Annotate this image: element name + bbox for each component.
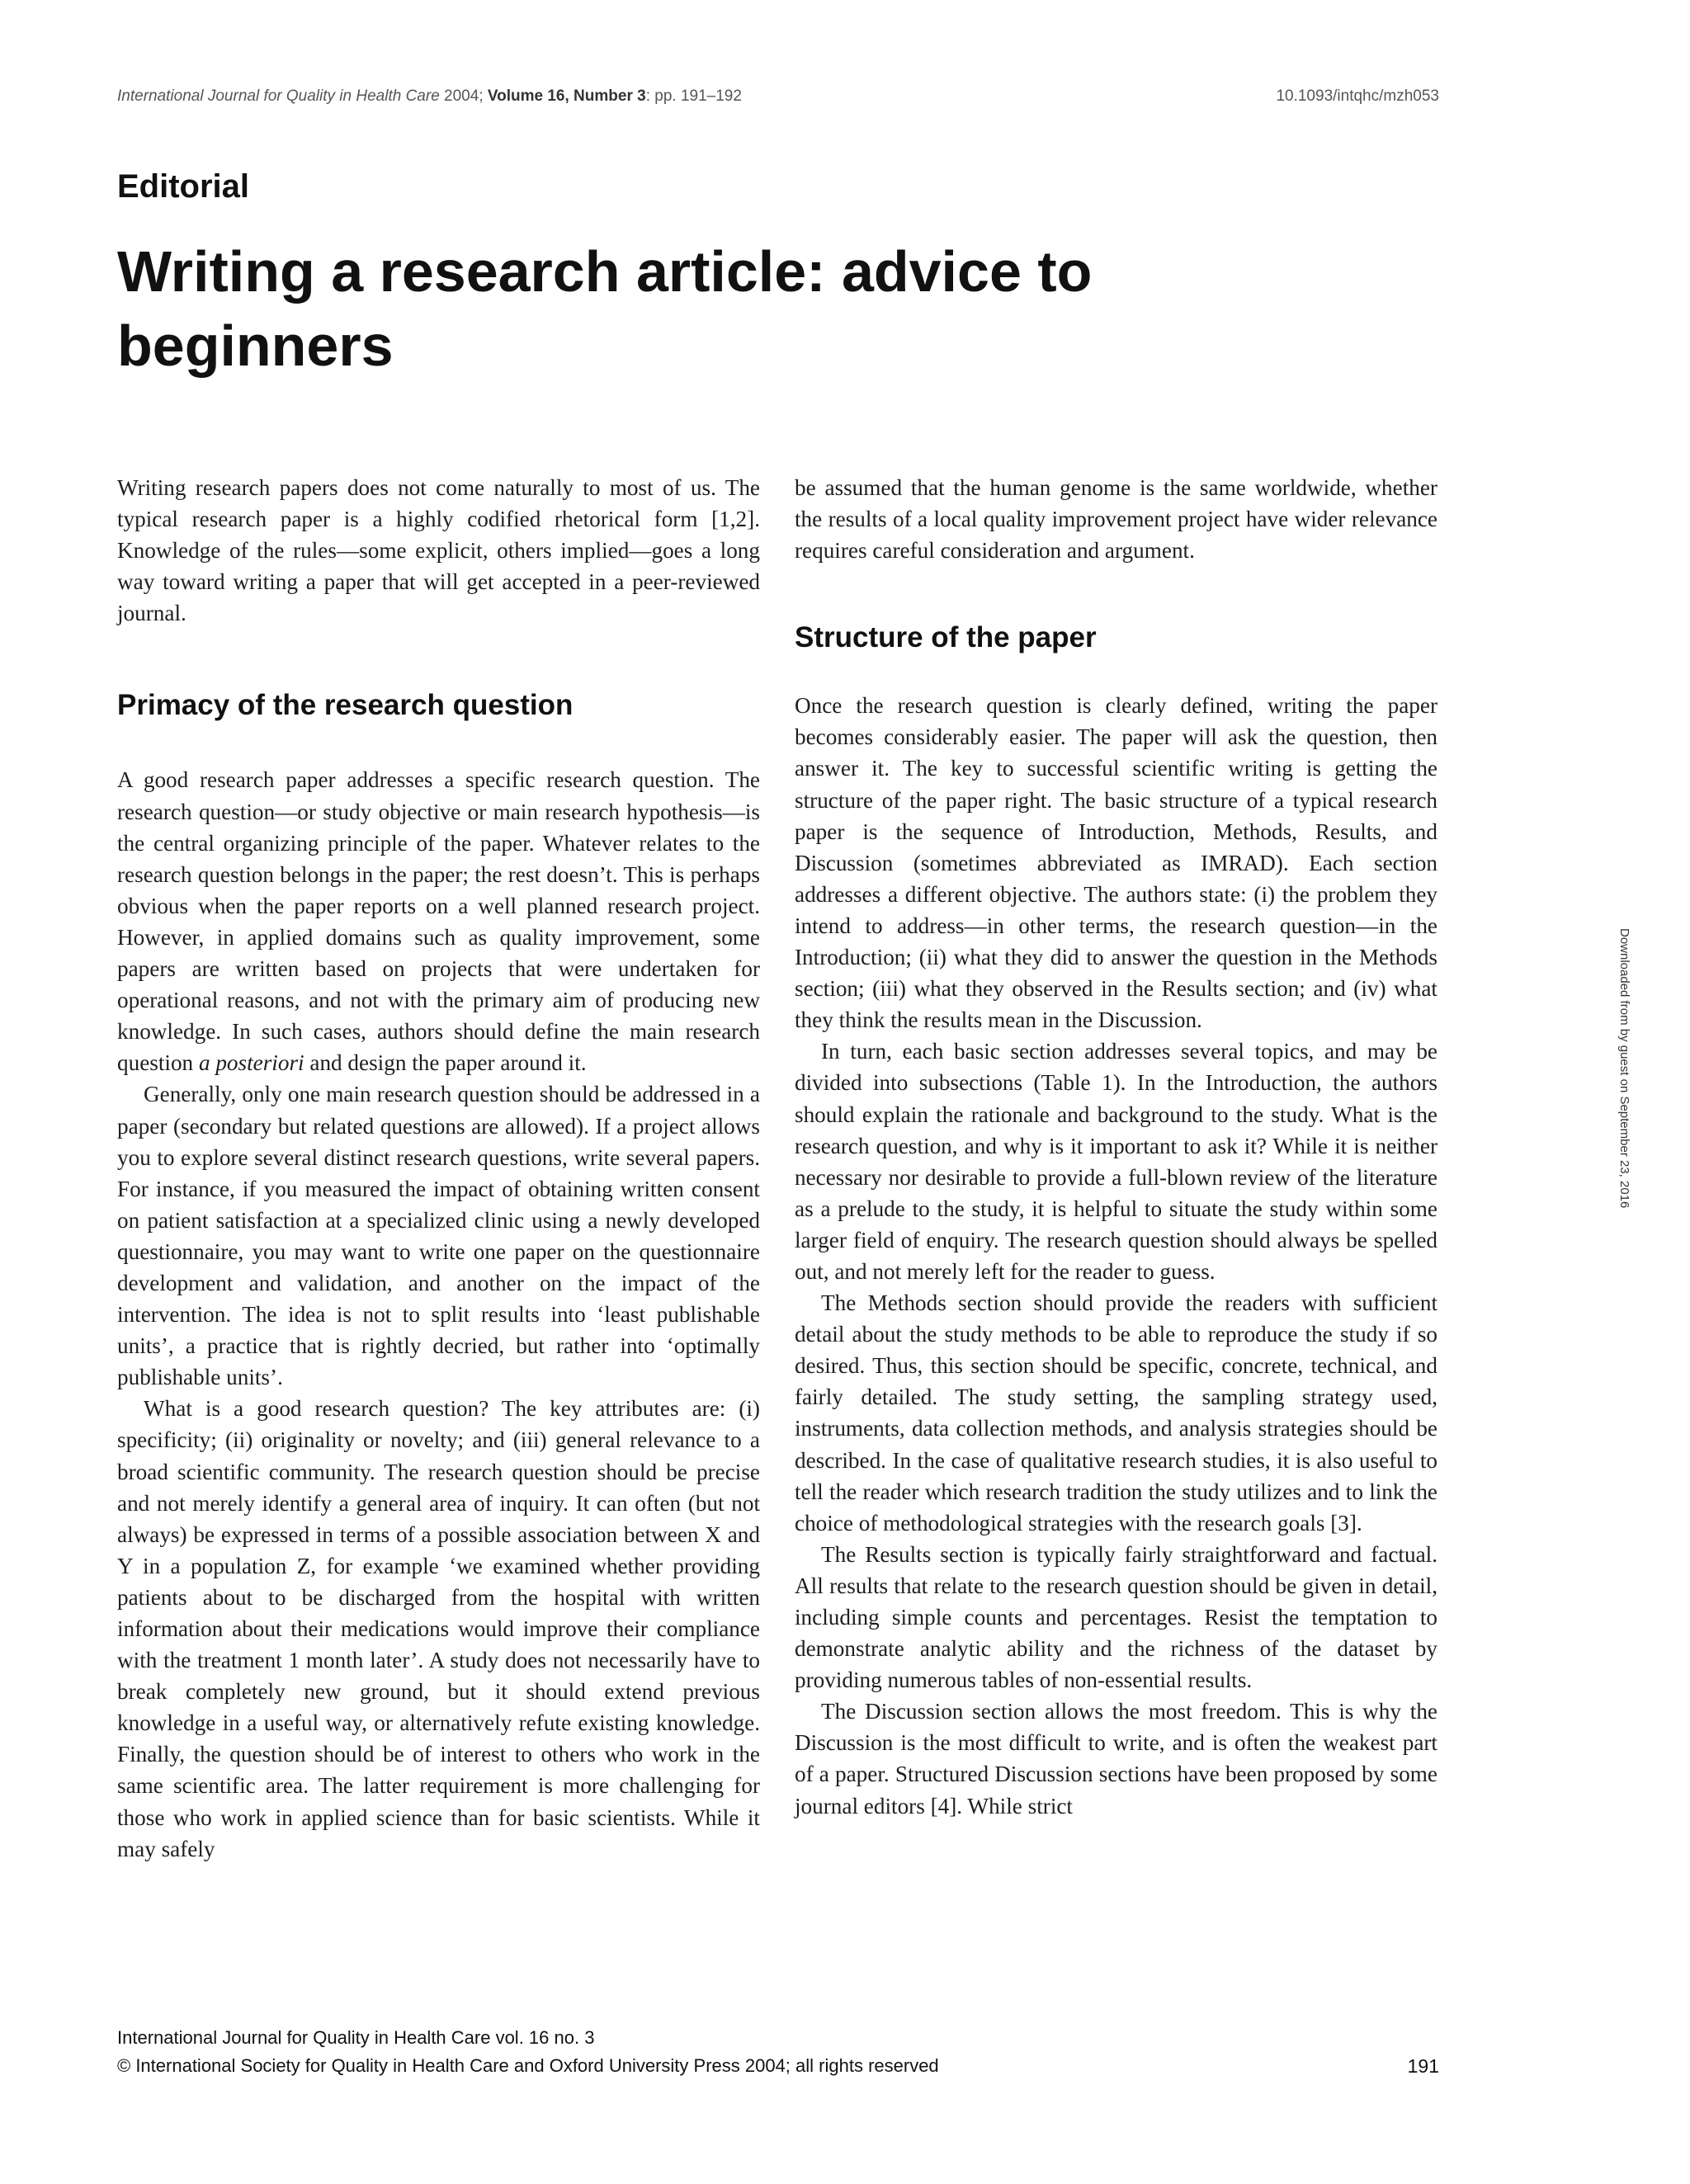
body-paragraph: What is a good research question? The key attributes are: (i) specificity; (ii) originality or novelty; and (iii) general relevance to a broad scientific community. The research question should be precise and not merely identify a general area of inquiry. It can often (but not always) be expressed in terms of a possible association between X and Y in a population Z, for example ‘we examined whether providing patients about to be discharged from the hospital with written information about their medications would improve their compliance with the treatment 1 month later’. A study does not necessarily have to break completely new ground, but it should extend previous knowledge in a useful way, or alternatively refute existing knowledge. Finally, the question should be of interest to others who work in the same scientific area. The latter requirement is more challenging for those who work in applied science than for basic scientists. While it may safely [117,1396,760,1861]
body-paragraph: The Methods section should provide the readers with sufficient detail about the study methods to be able to reproduce the study if so desired. Thus, this section should be specific, concrete, technical, and fairly detailed. The study setting, the sampling strategy used, instruments, data collection methods, and analysis strategies should be described. In the case of qualitative research studies, it is also useful to tell the reader which research tradition the study utilizes and to link the choice of methodological strategies with the research goals [3]. [795,1290,1437,1535]
journal-name: International Journal for Quality in Health Care [117,87,440,105]
page-footer [117,2024,1439,2080]
paragraph-text: A good research paper addresses a specific research question. The research question—or study objective or main research hypothesis—is the central organizing principle of the paper. Whatever relates to the research question belongs in the paper; the rest doesn’t. This is perhaps obvious when the paper reports on a well planned research project. However, in applied domains such as quality improvement, some papers are written based on projects that were undertaken for operational reasons, and not with the primary aim of producing new knowledge. In such cases, authors should define the main research question [117,767,760,1076]
body-paragraph: Generally, only one main research question should be addressed in a paper (secondary but related questions are allowed). If a project allows you to explore several distinct research questions, write several papers. For instance, if you measured the impact of obtaining written consent on patient satisfaction at a specialized clinic using a newly developed questionnaire, you may want to write one paper on the questionnaire development and validation, and another on the impact of the intervention. The idea is not to split results into ‘least publishable units’, a practice that is rightly decried, but rather into ‘optimally publishable units’. [117,1082,760,1390]
volume-issue: Volume 16, Number 3 [487,87,646,105]
page-number: 191 [1407,2055,1439,2077]
footer-copyright: © International Society for Quality in Health Care and Oxford University Press 2004; all rights reserved [117,2055,939,2076]
section-heading-primacy: Primacy of the research question [117,689,574,722]
citation-line [117,87,742,106]
running-head [117,87,1439,116]
paragraph-text: and design the paper around it. [304,1050,587,1076]
section-label: Editorial [117,168,250,205]
footer-journal: International Journal for Quality in Health Care vol. 16 no. 3 [117,2027,595,2048]
body-paragraph [117,764,760,1078]
continuation-paragraph: be assumed that the human genome is the same worldwide, whether the results of a local quality improvement project have wider relevance requires careful consideration and argument. [795,475,1437,564]
body-paragraph: The Discussion section allows the most freedom. This is why the Discussion is the most difficult to write, and is often the weakest part of a paper. Structured Discussion sections have been proposed by some journal editors [4]. While strict [795,1699,1437,1818]
intro-paragraph: Writing research papers does not come naturally to most of us. The typical research paper is a highly codified rhetorical form [1,2]. Knowledge of the rules—some explicit, others implied—goes a long way toward writing a paper that will get accepted in a peer-reviewed journal. [117,475,760,626]
download-note-text: Downloaded from by guest on September 23, 2016 [1617,928,1631,1209]
right-column [795,472,1437,1822]
section-heading-structure: Structure of the paper [795,621,1097,654]
doi: 10.1093/intqhc/mzh053 [1276,87,1439,105]
page-range: : pp. 191–192 [645,87,742,105]
left-column [117,472,760,1865]
body-paragraph: Once the research question is clearly defined, writing the paper becomes considerably easier. The paper will ask the question, then answer it. The key to successful scientific writing is getting the structure of the paper right. The basic structure of a typical research paper is the sequence of Introduction, Methods, Results, and Discussion (sometimes abbreviated as IMRAD). Each section addresses a different objective. The authors state: (i) the problem they intend to address—in other terms, the research question—in the Introduction; (ii) what they did to answer the question in the Methods section; (iii) what they observed in the Results section; and (iv) what they think the results mean in the Discussion. [795,693,1437,1033]
body-paragraph: In turn, each basic section addresses several topics, and may be divided into subsections (Table 1). In the Introduction, the authors should explain the rationale and background to the study. What is the research question, and why is it important to ask it? While it is neither necessary nor desirable to provide a full-blown review of the literature as a prelude to the study, it is helpful to situate the study within some larger field of enquiry. The research question should always be spelled out, and not merely left for the reader to guess. [795,1039,1437,1284]
article-title: Writing a research article: advice to beginners [117,239,1093,378]
journal-year: 2004; [444,87,484,105]
body-paragraph: The Results section is typically fairly straightforward and factual. All results that relate to the research question should be given in detail, including simple counts and percentages. Resist the temptation to demonstrate analytic ability and the richness of the dataset by providing numerous tables of non-essential results. [795,1541,1437,1693]
italic-phrase: a posteriori [198,1050,304,1076]
